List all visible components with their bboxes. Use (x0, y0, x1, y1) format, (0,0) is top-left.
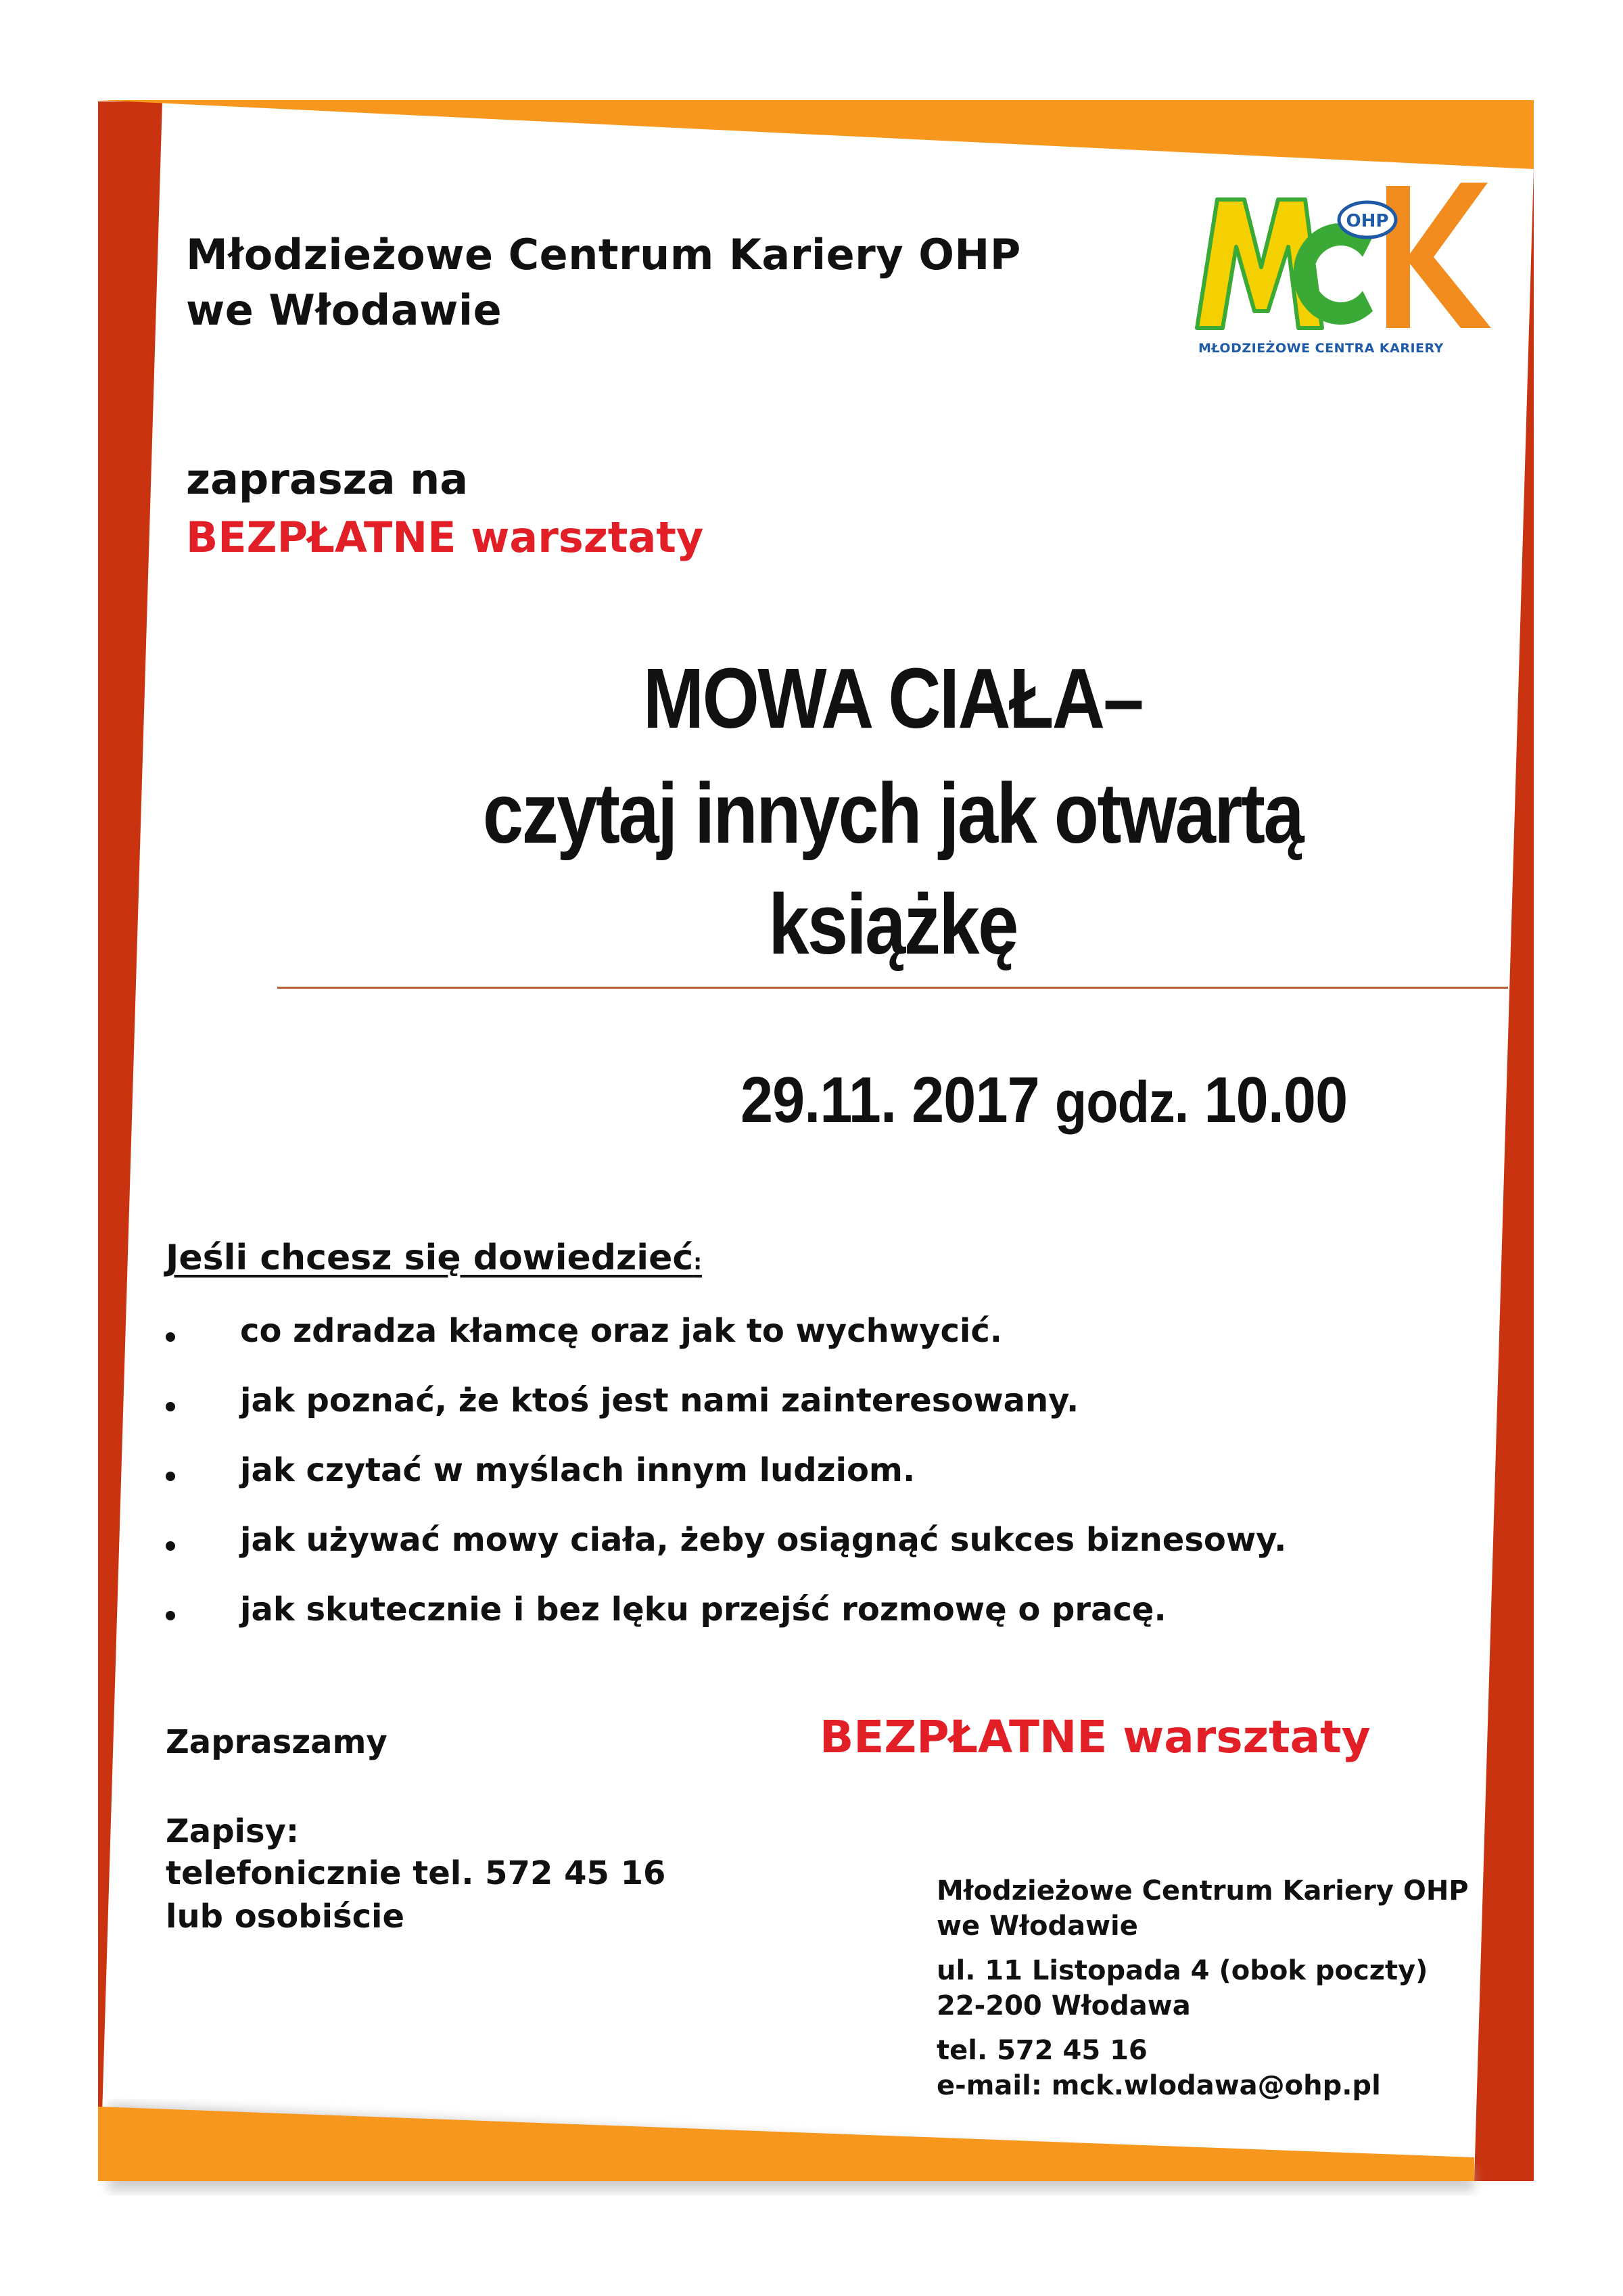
event-date-time (740, 1063, 1347, 1138)
mck-logo (1190, 172, 1501, 369)
invite-workshops: warsztaty (471, 513, 704, 562)
invite-line1: zaprasza na (186, 454, 469, 504)
list-item (166, 1312, 1451, 1382)
contact-name-line1: Młodzieżowe Centrum Kariery OHP (937, 1875, 1469, 1906)
list-heading-text: Jeśli chcesz się dowiedzieć (166, 1238, 694, 1278)
contact-block (937, 1873, 1469, 2103)
bullet-icon (166, 1402, 175, 1411)
bullet-icon (166, 1332, 175, 1342)
benefits-list (166, 1312, 1451, 1660)
contact-address-line2: 22-200 Włodawa (937, 1990, 1191, 2021)
event-time-label: godz. (1054, 1070, 1189, 1135)
list-item-text: jak poznać, że ktoś jest nami zainteresowany. (240, 1382, 1079, 1420)
signup-phone: telefonicznie tel. 572 45 16 (166, 1854, 666, 1892)
signup-personal: lub osobiście (166, 1898, 405, 1936)
list-heading (166, 1238, 702, 1278)
list-item (166, 1382, 1451, 1451)
title-line1: MOWA CIAŁA– (642, 651, 1143, 746)
contact-email: e-mail: mck.wlodawa@ohp.pl (937, 2070, 1381, 2101)
title-divider (277, 987, 1508, 989)
header-org-line2: we Włodawie (186, 285, 502, 335)
list-item-text: jak używać mowy ciała, żeby osiągnąć sukces biznesowy. (240, 1521, 1287, 1559)
list-item (166, 1451, 1451, 1521)
logo-subtitle: MŁODZIEŻOWE CENTRA KARIERY (1198, 341, 1444, 356)
contact-name-line2: we Włodawie (937, 1911, 1138, 1942)
list-item-text: jak skutecznie i bez lęku przejść rozmowę o pracę. (240, 1591, 1167, 1629)
logo-letter-k (1386, 183, 1491, 328)
footer-free: BEZPŁATNE (820, 1711, 1108, 1763)
left-red-band (98, 101, 162, 2137)
invite-free: BEZPŁATNE (186, 513, 456, 562)
contact-address-line1: ul. 11 Listopada 4 (obok poczty) (937, 1955, 1428, 1986)
contact-phone: tel. 572 45 16 (937, 2035, 1148, 2066)
list-item-text: jak czytać w myślach innym ludziom. (240, 1451, 916, 1489)
bullet-icon (166, 1611, 175, 1620)
list-item (166, 1521, 1451, 1591)
list-item (166, 1591, 1451, 1660)
logo-ohp-text: OHP (1346, 211, 1389, 231)
list-heading-colon: : (693, 1249, 702, 1275)
header-org-line1: Młodzieżowe Centrum Kariery OHP (186, 230, 1021, 279)
bullet-icon (166, 1541, 175, 1551)
invite-free-workshops (186, 513, 703, 562)
title-line2: czytaj innych jak otwartą (482, 766, 1303, 861)
bullet-icon (166, 1472, 175, 1481)
top-orange-band (98, 100, 1534, 169)
event-time: 10.00 (1204, 1064, 1348, 1136)
footer-free-workshops (820, 1711, 1371, 1763)
title-line3: książkę (768, 876, 1017, 972)
footer-workshops: warsztaty (1123, 1711, 1371, 1763)
right-red-band (1474, 169, 1534, 2181)
bottom-orange-band (98, 2107, 1474, 2181)
signup-title: Zapisy: (166, 1812, 300, 1850)
footer-invite: Zapraszamy (166, 1723, 387, 1761)
list-item-text: co zdradza kłamcę oraz jak to wychwycić. (240, 1312, 1003, 1350)
event-date: 29.11. 2017 (740, 1064, 1039, 1136)
